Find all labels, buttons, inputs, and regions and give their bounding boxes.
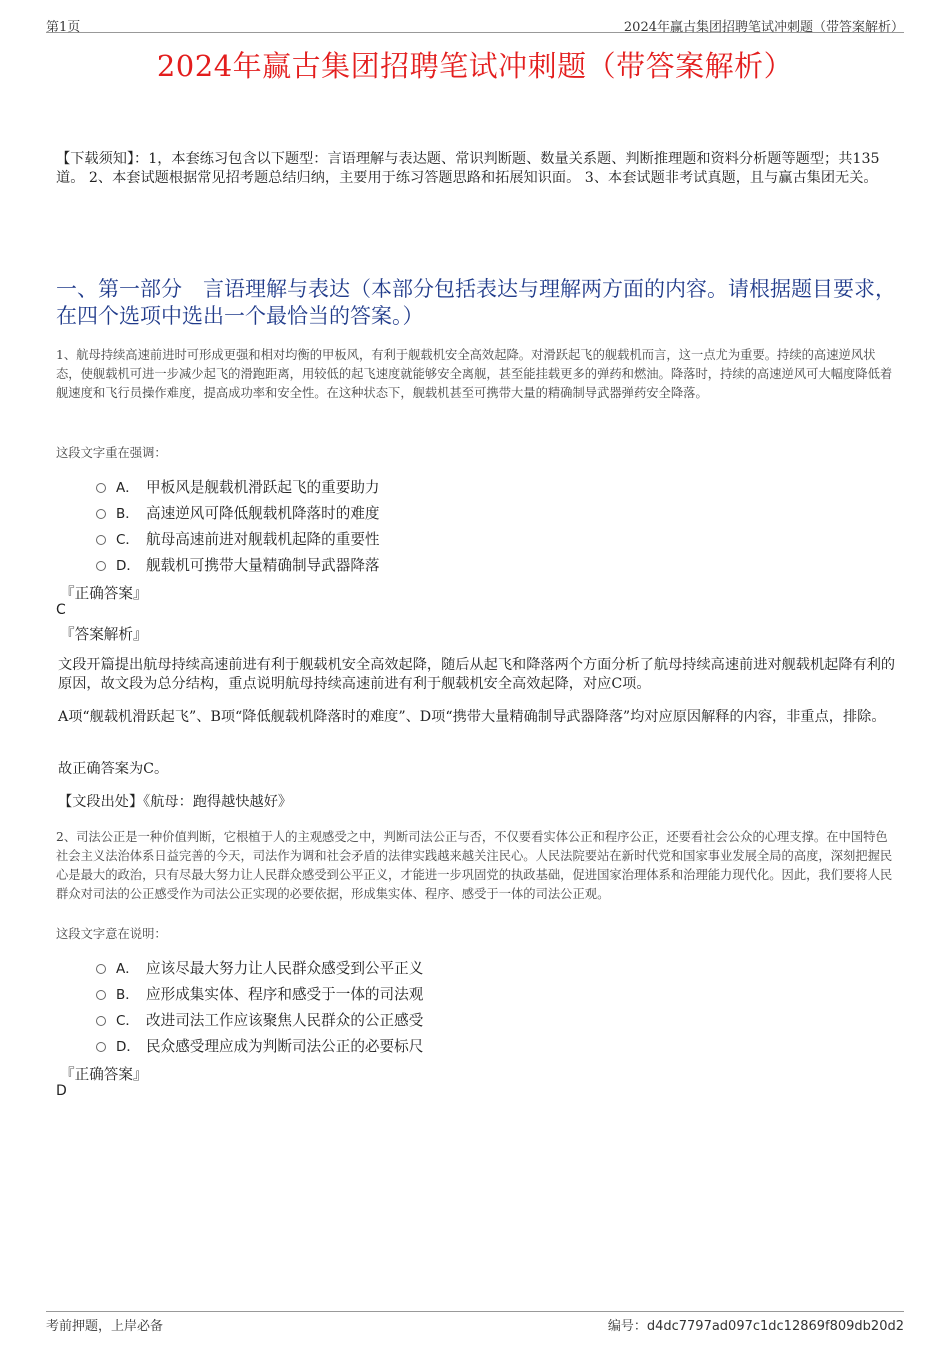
radio-icon[interactable] <box>96 1016 106 1026</box>
analysis-paragraph: 文段开篇提出航母持续高速前进有利于舰载机安全高效起降，随后从起飞和降落两个方面分析了航母持续高速前进对舰载机起降有利的原因，故文段为总分结构，重点说明航母持续高速前进有利于舰载机安全高效起降，对应C项。 <box>58 657 896 692</box>
page-header <box>46 14 904 33</box>
option-b[interactable]: B． 高速逆风可降低舰载机降落时的难度 <box>96 499 380 525</box>
option-d[interactable]: D． 民众感受理应成为判断司法公正的必要标尺 <box>96 1032 423 1058</box>
option-a[interactable]: A． 甲板风是舰载机滑跃起飞的重要助力 <box>96 473 380 499</box>
question-2-options <box>96 954 423 1058</box>
question-2-stem: 2、司法公正是一种价值判断，它根植于人的主观感受之中，判断司法公正与否，不仅要看实体公正和程序公正，还要看社会公众的心理支撑。在中国特色社会主义法治体系日益完善的今天，司法作为调和社会矛盾的法律实践越来越关注民心。人民法院要站在新时代党和国家事业发展全局的高度，深刻把握民心是最大的政治，只有尽最大努力让人民群众感受到公平正义，才能进一步巩固党的执政基础，促进国家治理体系和治理能力现代化。因此，我们要将人民群众对司法的公正感受作为司法公正实现的必要依据，形成集实体、程序、感受于一体的司法公正观。 <box>56 830 893 901</box>
answer-value: D <box>56 1083 67 1099</box>
radio-icon[interactable] <box>96 1042 106 1052</box>
analysis-conclusion: 故正确答案为C。 <box>58 761 169 777</box>
page-title: 2024年赢古集团招聘笔试冲刺题（带答案解析） <box>156 49 794 83</box>
question-1-prompt: 这段文字重在强调： <box>56 446 167 460</box>
footer-code: 编号：d4dc7797ad097c1dc12869f809db20d2 <box>607 1319 904 1334</box>
source-note: 【文段出处】《航母：跑得越快越好》 <box>58 794 293 810</box>
analysis-label: 『答案解析』 <box>60 626 148 643</box>
footer-divider <box>46 1311 904 1312</box>
radio-icon[interactable] <box>96 964 106 974</box>
radio-icon[interactable] <box>96 990 106 1000</box>
question-1-options <box>96 473 380 577</box>
option-c[interactable]: C． 改进司法工作应该聚焦人民群众的公正感受 <box>96 1006 423 1032</box>
answer-label: 『正确答案』 <box>60 585 148 602</box>
option-d[interactable]: D． 舰载机可携带大量精确制导武器降落 <box>96 551 380 577</box>
section-heading: 一、第一部分 言语理解与表达（本部分包括表达与理解两方面的内容。请根据题目要求，在四个选项中选出一个最恰当的答案。） <box>56 277 896 328</box>
radio-icon[interactable] <box>96 535 106 545</box>
footer-slogan: 考前押题，上岸必备 <box>46 1319 164 1334</box>
page-number: 第1页 <box>46 20 81 35</box>
download-notice: 【下载须知】：1，本套练习包含以下题型：言语理解与表达题、常识判断题、数量关系题、判断推理题和资料分析题等题型；共135道。 2、本套试题根据常见招考题总结归纳，主要用于练习答题思路和拓展知识面。 3、本套试题非考试真题，且与赢古集团无关。 <box>56 151 880 186</box>
header-doc-title: 2024年赢古集团招聘笔试冲刺题（带答案解析） <box>623 20 904 35</box>
analysis-paragraph: A项“舰载机滑跃起飞”、B项“降低舰载机降落时的难度”、D项“携带大量精确制导武器降落”均对应原因解释的内容，非重点，排除。 <box>58 709 886 725</box>
question-2-prompt: 这段文字意在说明： <box>56 927 167 941</box>
option-c[interactable]: C． 航母高速前进对舰载机起降的重要性 <box>96 525 380 551</box>
option-b[interactable]: B． 应形成集实体、程序和感受于一体的司法观 <box>96 980 423 1006</box>
question-1-stem: 1、航母持续高速前进时可形成更强和相对均衡的甲板风，有利于舰载机安全高效起降。对滑跃起飞的舰载机而言，这一点尤为重要。持续的高速逆风状态，使舰载机可进一步减少起飞的滑跑距离，用较低的起飞速度就能够安全离舰，甚至能挂载更多的弹药和燃油。降落时，持续的高速逆风可大幅度降低着舰速度和飞行员操作难度，提高成功率和安全性。在这种状态下，舰载机甚至可携带大量的精确制导武器弹药安全降落。 <box>56 348 893 400</box>
option-a[interactable]: A． 应该尽最大努力让人民群众感受到公平正义 <box>96 954 423 980</box>
answer-label: 『正确答案』 <box>60 1066 148 1083</box>
radio-icon[interactable] <box>96 483 106 493</box>
radio-icon[interactable] <box>96 509 106 519</box>
answer-value: C <box>56 602 66 618</box>
radio-icon[interactable] <box>96 561 106 571</box>
